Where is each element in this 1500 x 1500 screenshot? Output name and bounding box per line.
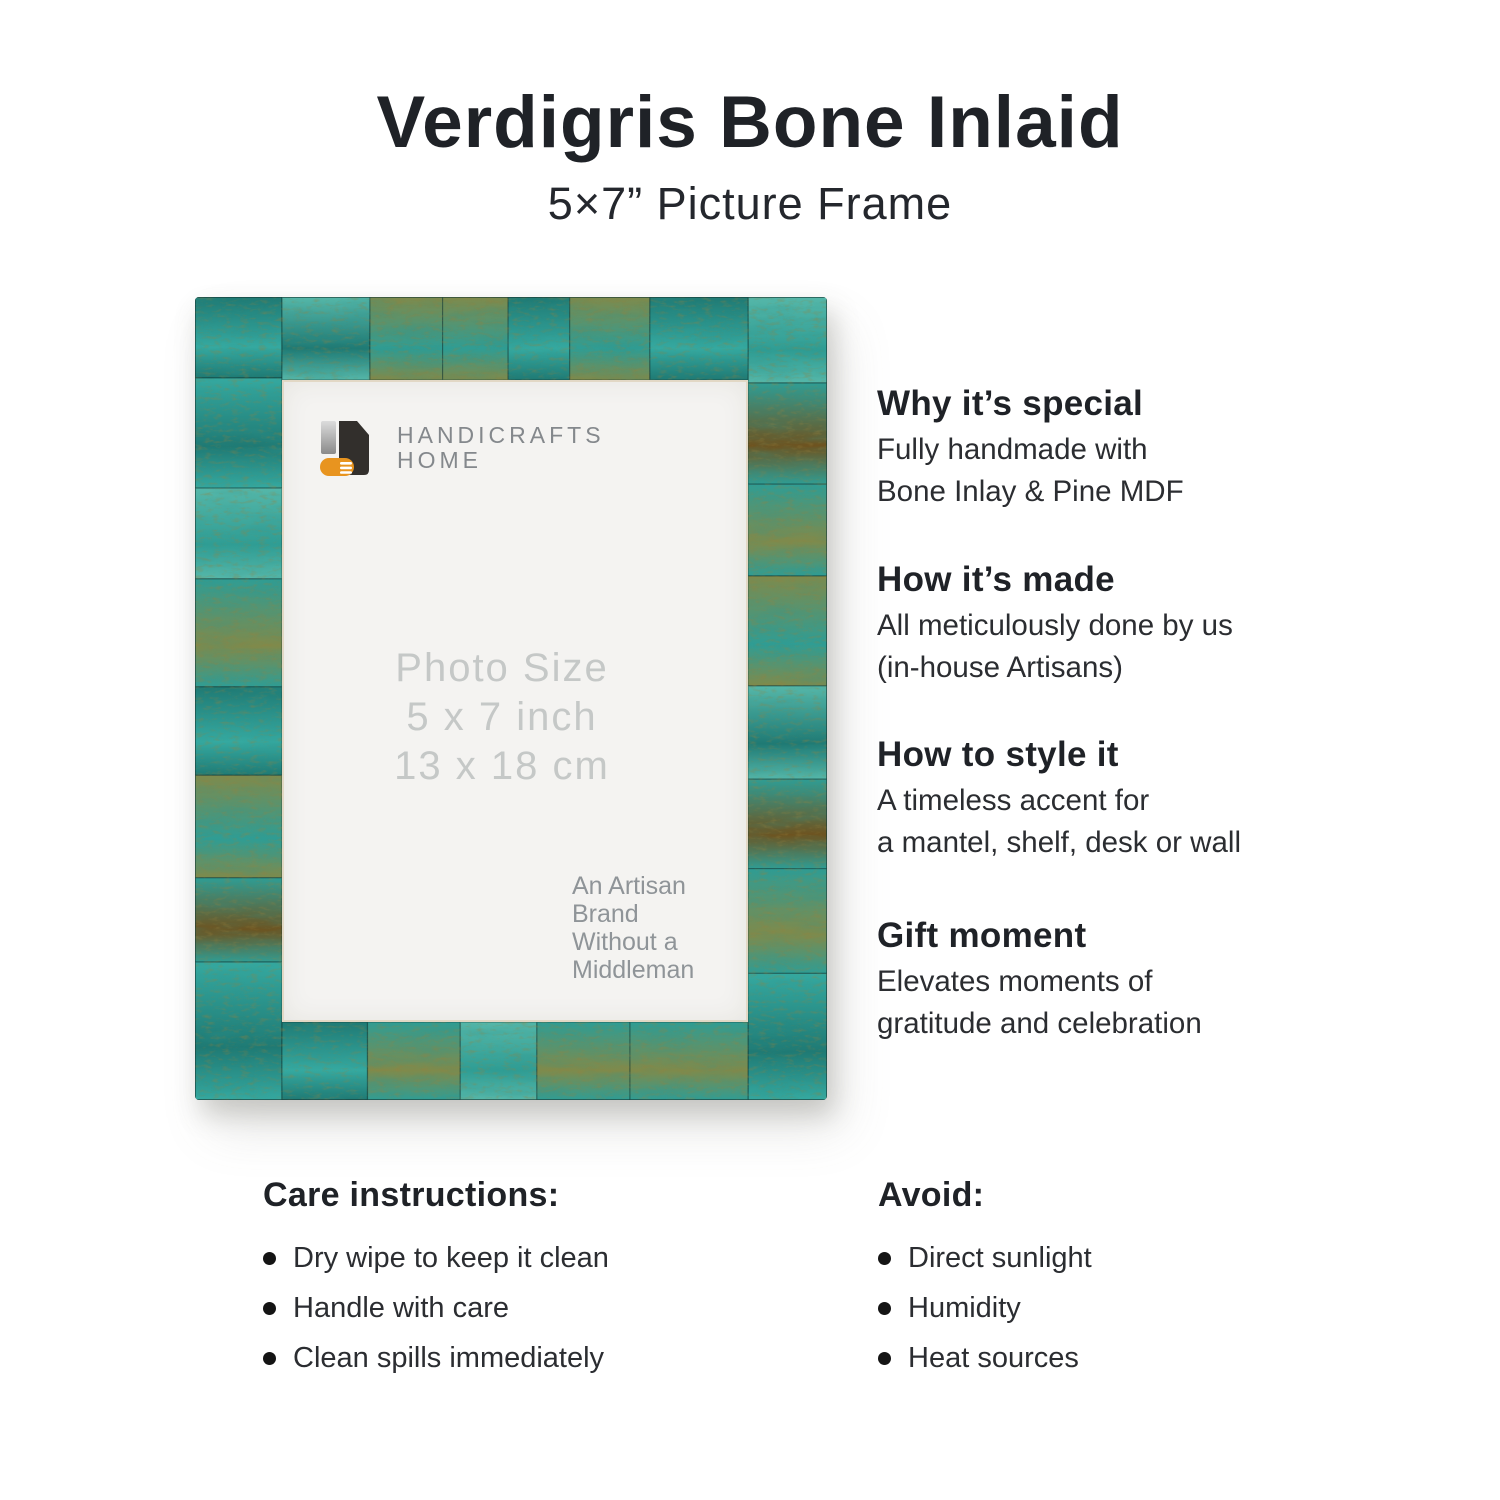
avoid-item-3: Heat sources	[908, 1342, 1079, 1374]
feature-how-style	[877, 735, 1347, 864]
feature-heading: Why it’s special	[877, 384, 1144, 423]
artisan-line1: An Artisan	[572, 872, 686, 900]
feature-why-special	[877, 384, 1347, 513]
avoid-item-2: Humidity	[908, 1292, 1021, 1324]
photo-size-cm: 13 x 18 cm	[394, 744, 610, 788]
product-title: Verdigris Bone Inlaid	[376, 82, 1124, 163]
artisan-tagline	[572, 872, 694, 984]
feature-body-line2: gratitude and celebration	[877, 1007, 1202, 1040]
photo-size-placeholder	[269, 644, 735, 791]
product-subtitle: 5×7” Picture Frame	[547, 177, 953, 229]
feature-heading: Gift moment	[877, 916, 1087, 955]
feature-body-line2: Bone Inlay & Pine MDF	[877, 475, 1184, 508]
care-item-3: Clean spills immediately	[293, 1342, 605, 1374]
feature-body	[877, 961, 1347, 1045]
brand-name-line1: HANDICRAFTS	[397, 422, 605, 448]
feature-body-line1: Fully handmade with	[877, 433, 1148, 466]
brand-name-line2: HOME	[397, 447, 482, 473]
list-item	[263, 1244, 693, 1273]
list-item	[878, 1244, 1298, 1273]
bullet-icon	[263, 1352, 276, 1365]
avoid-list-section	[878, 1176, 1298, 1394]
artisan-line2: Brand	[572, 900, 639, 928]
photo-size-title: Photo Size	[395, 646, 609, 690]
avoid-item-1: Direct sunlight	[908, 1242, 1092, 1274]
care-item-2: Handle with care	[293, 1292, 509, 1324]
brand-logo	[318, 418, 605, 478]
feature-body	[877, 780, 1347, 864]
feature-body	[877, 605, 1347, 689]
bullet-icon	[263, 1252, 276, 1265]
care-instructions	[263, 1176, 693, 1394]
artisan-line3: Without a	[572, 928, 678, 956]
care-heading: Care instructions:	[263, 1176, 560, 1214]
photo-size-inches: 5 x 7 inch	[406, 695, 598, 739]
feature-heading: How it’s made	[877, 560, 1115, 599]
bullet-icon	[878, 1302, 891, 1315]
list-item	[878, 1344, 1298, 1373]
frame-mat	[282, 380, 748, 1022]
feature-body-line2: (in-house Artisans)	[877, 651, 1123, 684]
list-item	[263, 1294, 693, 1323]
artisan-line4: Middleman	[572, 956, 695, 984]
bullet-icon	[263, 1302, 276, 1315]
bullet-icon	[878, 1352, 891, 1365]
brand-name	[397, 418, 605, 473]
bullet-icon	[878, 1252, 891, 1265]
avoid-list	[878, 1244, 1298, 1373]
feature-body-line1: All meticulously done by us	[877, 609, 1233, 642]
feature-body	[877, 429, 1347, 513]
list-item	[878, 1294, 1298, 1323]
avoid-heading: Avoid:	[878, 1176, 985, 1214]
care-item-1: Dry wipe to keep it clean	[293, 1242, 609, 1274]
list-item	[263, 1344, 693, 1373]
feature-how-made	[877, 560, 1347, 689]
care-list	[263, 1244, 693, 1373]
feature-body-line1: A timeless accent for	[877, 784, 1150, 817]
feature-gift-moment	[877, 916, 1347, 1045]
feature-body-line1: Elevates moments of	[877, 965, 1153, 998]
header	[0, 84, 1500, 230]
product-photo-frame	[195, 297, 827, 1100]
feature-body-line2: a mantel, shelf, desk or wall	[877, 826, 1241, 859]
handicrafts-home-logo-icon	[318, 418, 382, 478]
feature-heading: How to style it	[877, 735, 1119, 774]
